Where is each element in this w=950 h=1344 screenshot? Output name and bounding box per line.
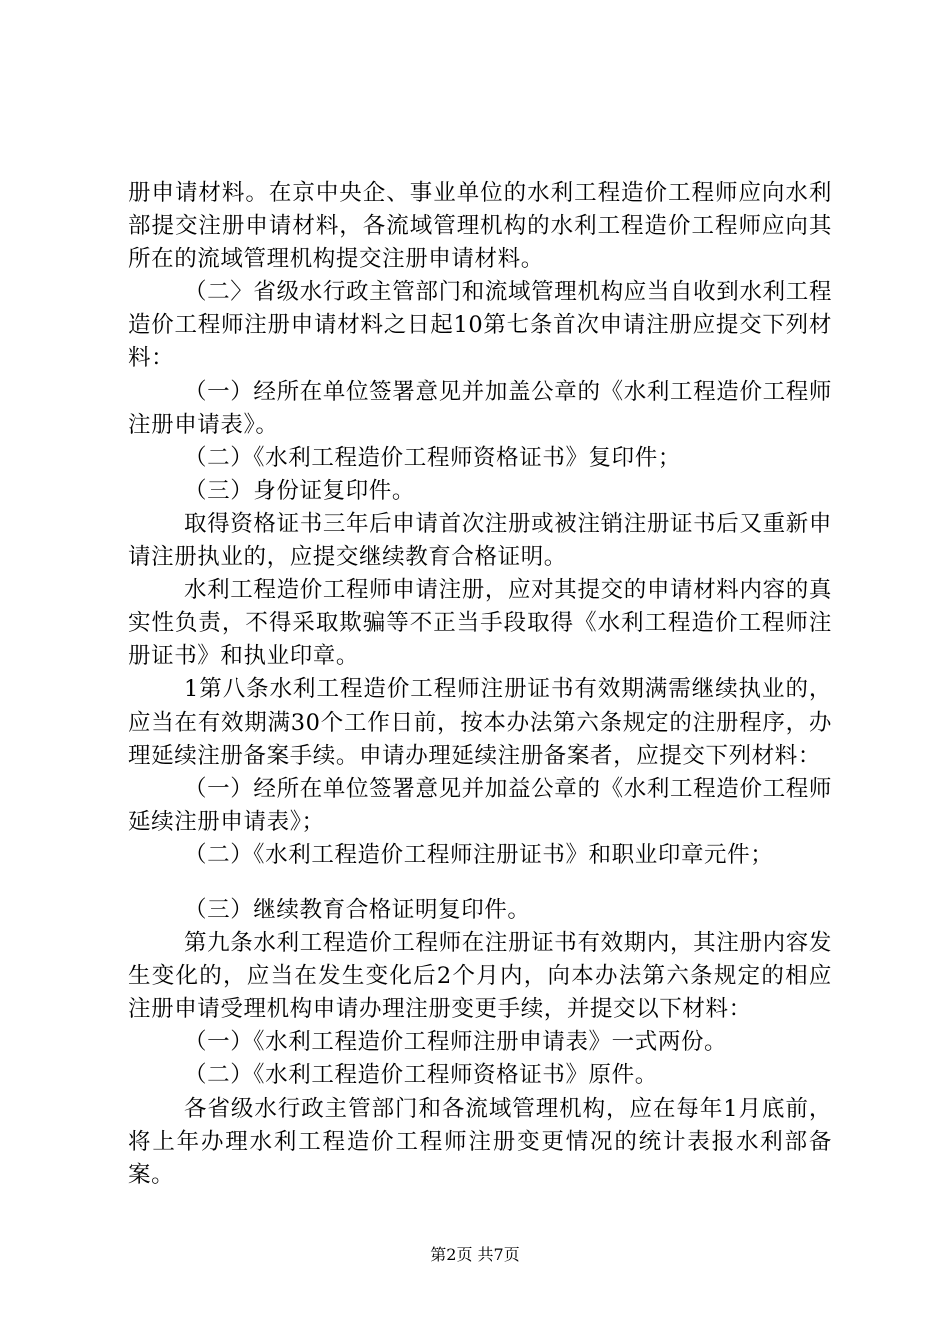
paragraph: 1第八条水利工程造价工程师注册证书有效期满需继续执业的，应当在有效期满30个工作日前，按本办法第六条规定的注册程序，办理延续注册备案手续。申请办理延续注册备案者，应提交下列材料： bbox=[128, 676, 832, 769]
paragraph: （三）身份证复印件。 bbox=[184, 477, 416, 504]
paragraph: （二）《水利工程造价工程师资格证书》原件。 bbox=[184, 1062, 658, 1089]
paragraph: 水利工程造价工程师申请注册，应对其提交的申请材料内容的真实性负责，不得采取欺骗等不正当手段取得《水利工程造价工程师注册证书》和执业印章。 bbox=[128, 577, 832, 670]
page-number-footer: 第2页 共7页 bbox=[430, 1245, 520, 1264]
paragraph: （二〉省级水行政主管部门和流域管理机构应当自收到水利工程造价工程师注册申请材料之日起10第七条首次申请注册应提交下列材料： bbox=[128, 279, 832, 372]
paragraph: 第九条水利工程造价工程师在注册证书有效期内，其注册内容发生变化的，应当在发生变化后2个月内，向本办法第六条规定的相应注册申请受理机构申请办理注册变更手续，并提交以下材料： bbox=[128, 930, 832, 1023]
paragraph-spacer bbox=[128, 872, 832, 894]
paragraph: 取得资格证书三年后申请首次注册或被注销注册证书后又重新申请注册执业的，应提交继续教育合格证明。 bbox=[128, 510, 832, 571]
paragraph: （三）继续教育合格证明复印件。 bbox=[184, 896, 531, 923]
paragraph: （一）《水利工程造价工程师注册申请表》一式两份。 bbox=[184, 1029, 728, 1056]
paragraph: （一）经所在单位签署意见并加益公章的《水利工程造价工程师延续注册申请表》； bbox=[128, 775, 832, 835]
paragraph: 各省级水行政主管部门和各流域管理机构，应在每年1月底前，将上年办理水利工程造价工程师注册变更情况的统计表报水利部备案。 bbox=[128, 1095, 832, 1188]
paragraph: （一）经所在单位签署意见并加盖公章的《水利工程造价工程师注册申请表》。 bbox=[128, 378, 832, 438]
paragraph: （二）《水利工程造价工程师注册证书》和职业印章元件； bbox=[184, 841, 774, 868]
paragraph: （二）《水利工程造价工程师资格证书》复印件； bbox=[184, 444, 681, 471]
document-body bbox=[128, 177, 832, 1192]
paragraph: 册申请材料。在京中央企、事业单位的水利工程造价工程师应向水利部提交注册申请材料，各流域管理机构的水利工程造价工程师应向其所在的流域管理机构提交注册申请材料。 bbox=[128, 180, 832, 273]
